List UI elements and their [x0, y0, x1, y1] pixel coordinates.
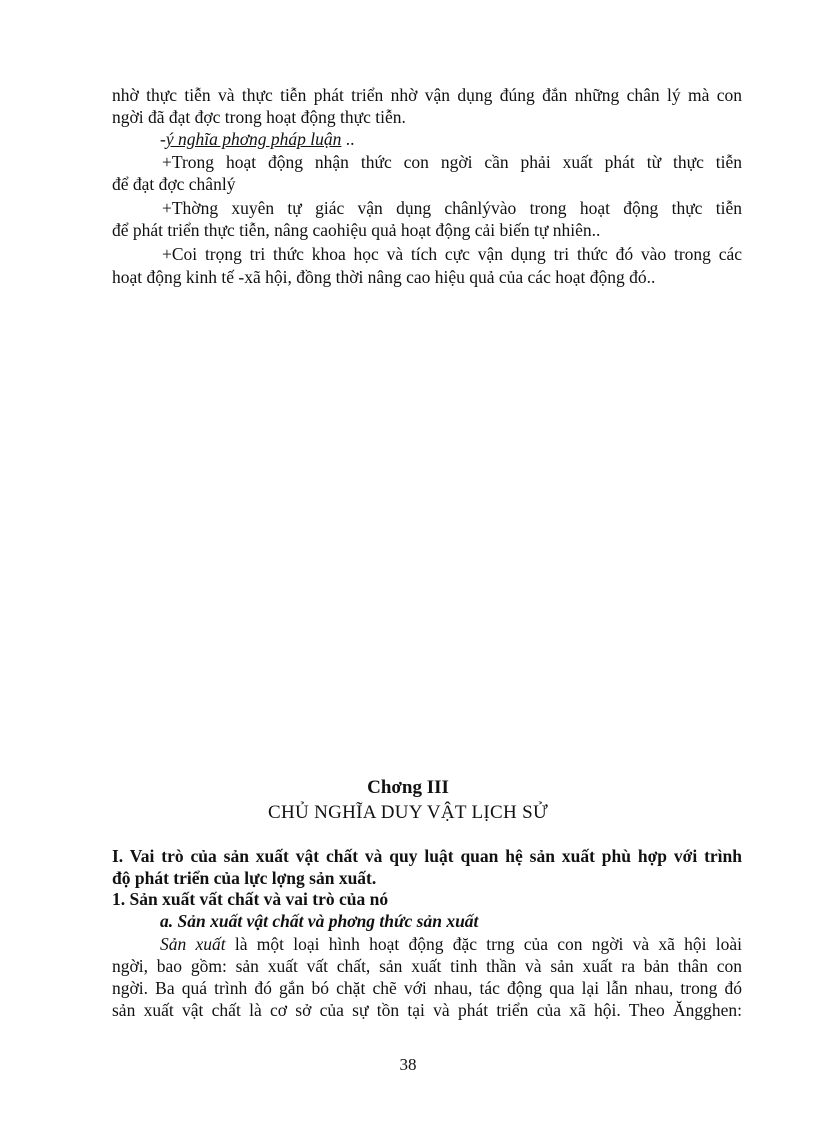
- chapter-title: CHỦ NGHĨA DUY VẬT LỊCH SỬ: [268, 802, 548, 823]
- term-italic: Sản xuất: [160, 934, 226, 954]
- text-line: ngời đã đạt đợc trong hoạt động thực tiễn.: [112, 107, 406, 127]
- paragraph-line: [160, 933, 742, 955]
- chapter-number: Chơng III: [367, 777, 449, 798]
- meaning-line: [160, 128, 742, 150]
- meaning-title: ý nghĩa phơng pháp luận: [165, 129, 342, 149]
- section-heading: I. Vai trò của sản xuất vật chất và quy luật quan hệ sản xuất phù hợp với trình: [112, 846, 742, 866]
- subsubsection-heading: a. Sản xuất vật chất và phơng thức sản xuất: [160, 911, 479, 931]
- section-heading-continued: độ phát triển của lực lợng sản xuất.: [112, 868, 377, 888]
- text-line: hoạt động kinh tế -xã hội, đồng thời nâng cao hiệu quả của các hoạt động đó..: [112, 267, 656, 287]
- paragraph-line: sản xuất vật chất là cơ sở của sự tồn tại và phát triển của xã hội. Theo Ăngghen:: [112, 1000, 742, 1020]
- subsection-heading: 1. Sản xuất vất chất và vai trò của nó: [112, 889, 389, 909]
- paragraph-line: ngời. Ba quá trình đó gắn bó chặt chẽ với nhau, tác động qua lại lẫn nhau, trong đó: [112, 978, 742, 998]
- paragraph-line: ngời, bao gồm: sản xuất vất chất, sản xuất tinh thần và sản xuất ra bản thân con: [112, 956, 742, 976]
- bullet-item: +Coi trọng tri thức khoa học và tích cực vận dụng tri thức đó vào trong các: [162, 244, 742, 264]
- text-line: để đạt đợc chânlý: [112, 174, 236, 194]
- text-line: để phát triển thực tiễn, nâng caohiệu quả hoạt động cải biến tự nhiên..: [112, 220, 601, 240]
- paragraph-text: là một loại hình hoạt động đặc trng của con ngời và xã hội loài: [225, 934, 742, 954]
- bullet-item: +Thờng xuyên tự giác vận dụng chânlývào trong hoạt động thực tiễn: [162, 198, 742, 218]
- meaning-prefix: -: [160, 129, 166, 149]
- text-line: nhờ thực tiễn và thực tiễn phát triển nhờ vận dụng đúng đắn những chân lý mà con: [112, 85, 742, 105]
- page-number: 38: [399, 1055, 417, 1074]
- bullet-item: +Trong hoạt động nhận thức con ngời cần phải xuất phát từ thực tiễn: [162, 152, 742, 172]
- meaning-suffix: ..: [341, 129, 355, 149]
